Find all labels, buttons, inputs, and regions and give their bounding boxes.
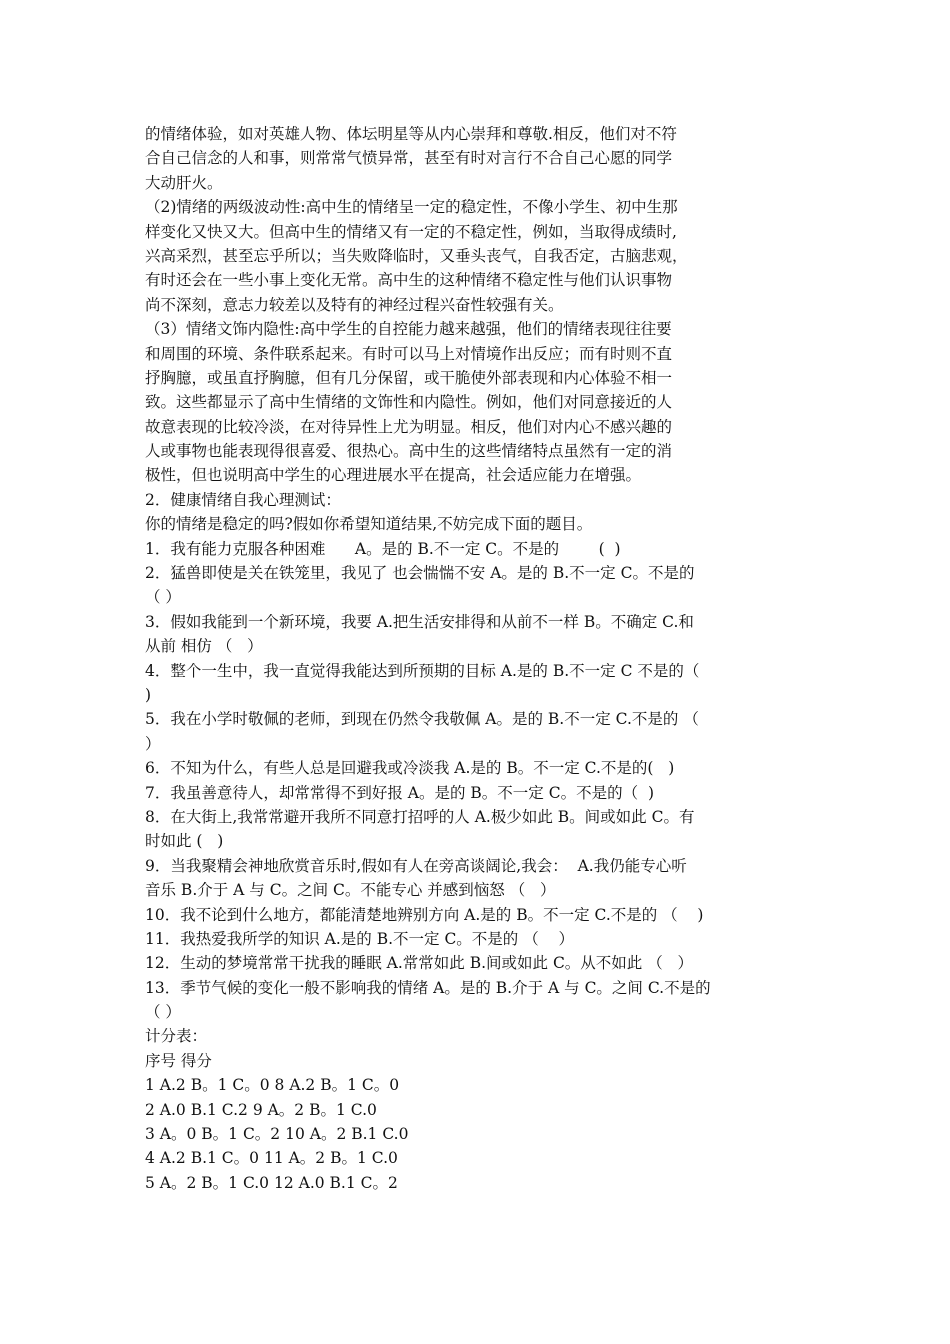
text-line: 你的情绪是稳定的吗?假如你希望知道结果,不妨完成下面的题目。 [145,515,593,534]
text-line: 致。这些都显示了高中生情绪的文饰性和内隐性。例如，他们对同意接近的人 [145,393,673,412]
text-line: 大动肝火。 [145,173,223,192]
text-line: （3）情绪文饰内隐性:高中学生的自控能力越来越强，他们的情绪表现往往要 [145,320,672,339]
text-line: 合自己信念的人和事，则常常气愤异常，甚至有时对言行不合自己心愿的同学 [145,149,673,168]
text-line: 抒胸臆，或虽直抒胸臆，但有几分保留，或干脆使外部表现和内心体验不相一 [145,368,673,387]
question-item: 5．我在小学时敬佩的老师，到现在仍然令我敬佩 A。是的 B.不一定 C.不是的 （ [145,710,699,729]
question-item: 8．在大街上,我常常避开我所不同意打招呼的人 A.极少如此 B。间或如此 C。有 [145,807,695,826]
question-item: 9．当我聚精会神地欣赏音乐时,假如有人在旁高谈阔论,我会： A.我仍能专心听 [145,856,687,875]
text-line: 人或事物也能表现得很喜爱、很热心。高中生的这些情绪特点虽然有一定的消 [145,442,673,461]
question-item: 11．我热爱我所学的知识 A.是的 B.不一定 C。不是的 （ ） [145,929,574,948]
text-line: （2)情绪的两级波动性:高中生的情绪呈一定的稳定性，不像小学生、初中生那 [145,198,678,217]
question-item: 2．猛兽即使是关在铁笼里，我见了 也会惴惴不安 A。是的 B.不一定 C。不是的 [145,564,695,583]
question-item: 13．季节气候的变化一般不影响我的情绪 A。是的 B.介于 A 与 C。之间 C.不是的 [145,978,711,997]
question-item: 1．我有能力克服各种困难 A。是的 B.不一定 C。不是的 ( ) [145,539,621,558]
question-item: 音乐 B.介于 A 与 C。之间 C。不能专心 并感到恼怒 （ ） [145,881,556,900]
document-page [145,122,813,1195]
question-item: 10．我不论到什么地方，都能清楚地辨别方向 A.是的 B。不一定 C.不是的 （ ) [145,905,704,924]
score-table-row: 2 A.0 B.1 C.2 9 A。2 B。1 C.0 [145,1100,377,1119]
question-item: ） [145,734,161,753]
score-table-header: 序号 得分 [145,1051,212,1070]
question-item: 6．不知为什么，有些人总是回避我或冷淡我 A.是的 B。不一定 C.不是的( ) [145,759,675,778]
question-item: 3．假如我能到一个新环境，我要 A.把生活安排得和从前不一样 B。不确定 C.和 [145,612,694,631]
question-item: ) [145,685,152,704]
text-line: 兴高采烈，甚至忘乎所以；当失败降临时，又垂头丧气，自我否定，古脑悲观， [145,246,688,265]
question-item: 12．生动的梦境常常干扰我的睡眠 A.常常如此 B.间或如此 C。从不如此 （ ） [145,954,694,973]
question-item: 4．整个一生中，我一直觉得我能达到所预期的目标 A.是的 B.不一定 C 不是的（ [145,661,700,680]
section-heading: 2．健康情绪自我心理测试： [145,490,341,509]
score-table-row: 1 A.2 B。1 C。0 8 A.2 B。1 C。0 [145,1076,400,1095]
text-line: 尚不深刻，意志力较差以及特有的神经过程兴奋性较强有关。 [145,295,564,314]
text-line: 和周围的环境、条件联系起来。有时可以马上对情境作出反应；而有时则不直 [145,344,673,363]
text-line: 故意表现的比较冷淡，在对待异性上尤为明显。相反，他们对内心不感兴趣的 [145,417,673,436]
text-line: 有时还会在一些小事上变化无常。高中生的这种情绪不稳定性与他们认识事物 [145,271,673,290]
score-table-row: 4 A.2 B.1 C。0 11 A。2 B。1 C.0 [145,1149,398,1168]
score-table-title: 计分表： [145,1027,208,1046]
question-item: （ ） [145,588,181,607]
question-item: 时如此 ( ) [145,832,224,851]
score-table-row: 3 A。0 B。1 C。2 10 A。2 B.1 C.0 [145,1125,409,1144]
text-line: 极性，但也说明高中学生的心理进展水平在提高，社会适应能力在增强。 [145,466,642,485]
text-line: 样变化又快又大。但高中生的情绪又有一定的不稳定性，例如，当取得成绩时, [145,222,677,241]
score-table-row: 5 A。2 B。1 C.0 12 A.0 B.1 C。2 [145,1173,398,1192]
question-item: （ ） [145,1003,181,1022]
question-item: 7．我虽善意待人，却常常得不到好报 A。是的 B。不一定 C。不是的（ ) [145,783,654,802]
question-item: 从前 相仿 （ ） [145,637,263,656]
text-line: 的情绪体验，如对英雄人物、体坛明星等从内心崇拜和尊敬.相反，他们对不符 [145,125,677,143]
